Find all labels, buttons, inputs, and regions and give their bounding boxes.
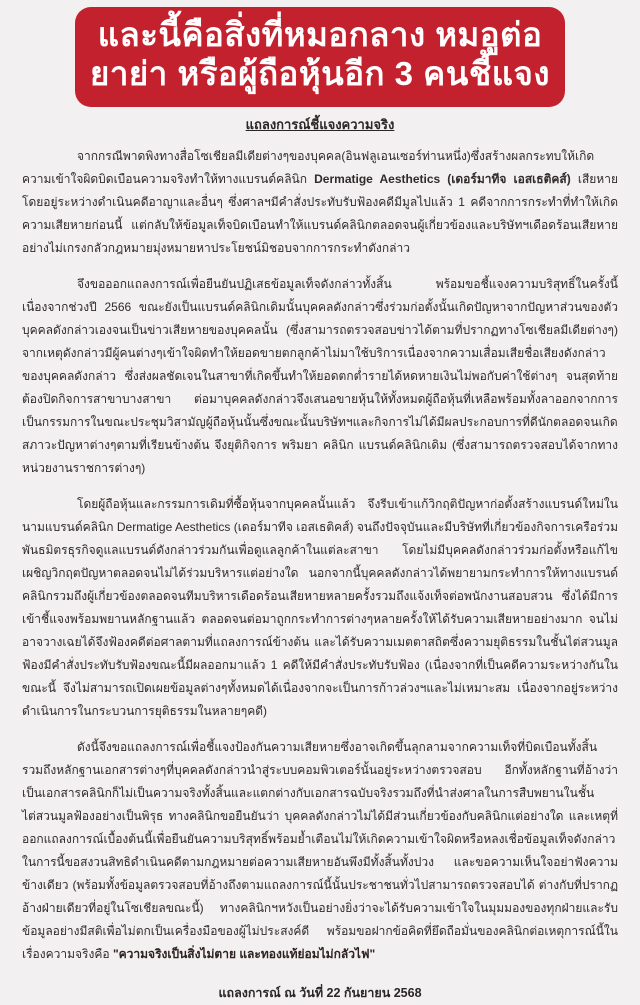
paragraph-4 [22,736,618,966]
statement-subtitle: แถลงการณ์ชี้แจงความจริง [245,117,395,132]
headline-banner [75,7,565,107]
paragraph-4-text: ดังนี้จึงขอแถลงการณ์เพื่อชี้แจงป้องกันความเสียหายซึ่งอาจเกิดขึ้นลุกลามจากความเท็จที่บิดเบือนทั้งสิ้น รวมถึงหลักฐานเอกสารต่างๆที่บุคคลดังกล่าวนำสู่ระบบคอมพิวเตอร์นั้นอยู่ระหว่างตรวจสอบ อีกทั้งหลักฐานที่อ้างว่าเป็นเอกสารคลินิกก็ไม่เป็นความจริงทั้งสิ้นและแตกต่างกับเอกสารฉบับจริงรวมถึงที่นำส่งศาลในการสืบพยานในชั้นไต่สวนมูลฟ้องอย่างเป็นพิรุธ ทางคลินิกขอยืนยันว่า บุคคลดังกล่าวไม่ได้มีส่วนเกี่ยวข้องกับคลินิกแต่อย่างใด และเหตุที่ออกแถลงการณ์เบื้องต้นนี้เพื่อยืนยันความบริสุทธิ์พร้อมย้ำเตือนไม่ให้เกิดความเข้าใจผิดหรือหลงเชื่อข้อมูลเท็จดังกล่าว ในการนี้ขอสงวนสิทธิดำเนินคดีตามกฎหมายต่อความเสียหายอันพึงมีทั้งสิ้นทั้งปวง และขอความเห็นใจอย่าฟังความข้างเดียว (พร้อมทั้งข้อมูลตรวจสอบที่อ้างถึงตามแถลงการณ์นี้นั้นประชาชนทั่วไปสามารถตรวจสอบได้ ต่างกับที่ปรากฏอ้างฝ่ายเดียวที่อยู่ในโซเชียลขณะนี้) ทางคลินิกฯหวังเป็นอย่างยิ่งว่าจะได้รับความเข้าใจในมุมมองของทุกฝ่ายและรับข้อมูลอย่างมีสติเพื่อไม่ตกเป็นเครื่องมือของผู้ไม่ประสงค์ดี พร้อมขอฝากข้อคิดที่ยึดถือมั่นของคลินิกต่อเหตุการณ์นี้ในเรื่องความจริงคือ [22,740,618,961]
document-body [0,135,640,1005]
closing-quote: "ความจริงเป็นสิ่งไม่ตาย และทองแท้ย่อมไม่กลัวไฟ" [112,947,376,961]
statement-date: แถลงการณ์ ณ วันที่ 22 กันยายน 2568 [218,986,422,1000]
paragraph-2: จึงขอออกแถลงการณ์เพื่อยืนยันปฏิเสธข้อมูลเท็จดังกล่าวทั้งสิ้น พร้อมขอชี้แจงความบริสุทธิ์ในครั้งนี้ เนื่องจากช่วงปี 2566 ขณะยังเป็นแบรนด์คลินิกเดิมนั้นบุคคลดังกล่าวซึ่งร่วมก่อตั้งนั้นเกิดปัญหาจากปัญหาส่วนของตัวบุคคลดังกล่าวเองจนเป็นข่าวเสียหายของบุคคลนั้น (ซึ่งสามารถตรวจสอบข่าวได้ตามที่ปรากฏทางโซเชียลมีเดียต่างๆ) จากเหตุดังกล่าวมีผู้คนต่างๆเข้าใจผิดทำให้ยอดขายตกลูกค้าไม่มาใช้บริการเนื่องจากความเสื่อมเสียชื่อเสียงดังกล่าวของบุคคลดังกล่าว ซึ่งส่งผลชัดเจนในสาขาที่เกิดขึ้นทำให้ยอดตกต่ำรายได้หดหายเงินไม่พอกับค่าใช้ต่างๆ จนสุดท้ายต้องปิดกิจการสาขาบางสาขา ต่อมาบุคคลดังกล่าวจึงเสนอขายหุ้นให้ทั้งหมดผู้ถือหุ้นที่เหลือพร้อมทั้งลาออกจากการเป็นกรรมการในขณะประชุมวิสามัญผู้ถือหุ้นนั้นซึ่งขณะนั้นบริษัทฯและกิจการไม่ได้มีผลประกอบการที่ดีนักตลอดจนเกิดสภาวะปัญหาต่างๆตามที่เรียนข้างต้น จึงยุติกิจการ พริมยา คลินิก แบรนด์คลินิกเดิม (ซึ่งสามารถตรวจสอบได้จากทางหน่วยงานราชการต่างๆ) [22,277,618,475]
statement-document [0,7,640,1000]
paragraph-1 [22,145,618,260]
paragraph-1-text-cont: เสียหายโดยอยู่ระหว่างดำเนินคดีอาญาและอื่นๆ ซึ่งศาลฯมีคำสั่งประทับรับฟ้องคดีมีมูลไปแล้ว 1 คดีจากการกระทำที่ทำให้เกิดความเสียหายก่อนนี้ แต่กลับให้ข้อมูลเท็จบิดเบือนทำให้แบรนด์คลินิกตลอดจนผู้เกี่ยวข้องและบริษัทฯเดือดร้อนเสียหายอย่างไม่เกรงกลัวกฎหมายมุ่งหมายหาประโยชน์มิชอบจากการกระทำดังกล่าว [22,172,618,255]
brand-name-bold: Dermatige Aesthetics (เดอร์มาทีจ เอสเธติคส์) [314,172,571,186]
headline-line-1: และนี้คือสิ่งที่หมอกลาง หมอูต่อ [97,16,543,53]
paragraph-3: โดยผู้ถือหุ้นและกรรมการเดิมที่ซื้อหุ้นจากบุคคลนั้นแล้ว จึงรีบเข้าแก้วิกฤติปัญหาก่อตั้งสร้างแบรนด์ใหม่ในนามแบรนด์คลินิก Dermatige Aesthetics (เดอร์มาทีจ เอสเธติคส์) จนถึงปัจจุบันและมีบริษัทที่เกี่ยวข้องกิจการเครือร่วมพันธมิตรธุรกิจดูแลแบรนด์ดังกล่าวร่วมกันเพื่อดูแลลูกค้าในแต่ละสาขา โดยไม่มีบุคคลดังกล่าวร่วมก่อตั้งหรือแก้ไขเผชิญวิกฤตปัญหาตลอดจนไม่ได้ร่วมบริหารแต่อย่างใด นอกจากนี้บุคคลดังกล่าวได้พยายามกระทำการให้ทางแบรนด์คลินิกรวมถึงผู้เกี่ยวข้องตลอดจนทีมบริหารเดือดร้อนเสียหายหลายครั้งรวมถึงแจ้งเท็จต่อพนักงานสอบสวน ซึ่งได้มีการเข้าชี้แจงพร้อมพยานหลักฐานแล้ว ตลอดจนต่อมาถูกกระทำการต่างๆหลายครั้งให้ได้รับความเสียหายอย่างมาก จนไม่อาจวางเฉยได้จึงฟ้องคดีต่อศาลตามที่แถลงการณ์ข้างต้น และได้รับความเมตตาสถิตซึ่งความยุติธรรมในชั้นไต่สวนมูลฟ้องมีคำสั่งประทับรับฟ้องขณะนี้มีผลออกมาแล้ว 1 คดีให้มีคำสั่งประทับรับฟ้อง (เนื่องจากที่เป็นคดีความระหว่างกันในขณะนี้ จึงไม่สามารถเปิดเผยข้อมูลต่างๆทั้งหมดได้เนื่องจากจะเป็นการก้าวล่วงฯและไม่เหมาะสม เนื่องจากอยู่ระหว่างดำเนินการในกระบวนการยุติธรรมในหลายๆคดี) [22,497,618,718]
paragraph-1-text: จากกรณีพาดพิงทางสื่อโซเชียลมีเดียต่างๆของบุคคล(อินฟลูเอนเซอร์ท่านหนึ่ง)ซึ่งสร้างผลกระทบให้เกิดความเข้าใจผิดบิดเบือนความจริงทำให้ทางแบรนด์คลินิก [22,149,595,186]
headline-line-2: ยาย่า หรือผู้ถือหุ้นอีก 3 คนชี้แจง [90,55,550,92]
